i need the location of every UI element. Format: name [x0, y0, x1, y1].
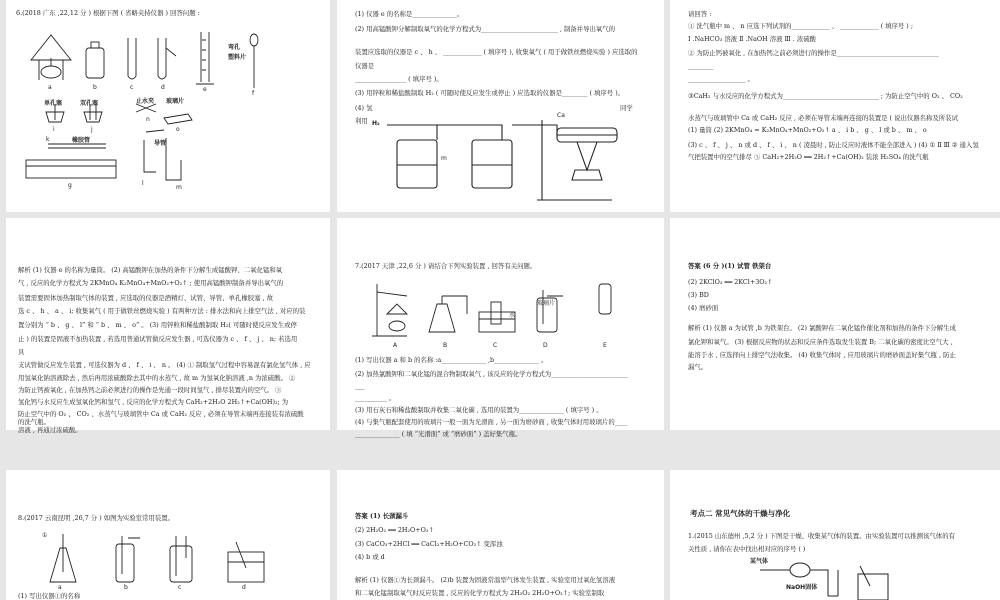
analysis-line: 能溶于水 , 应选择向上排空气法收集。 (4) 收集气体时 , 应用玻璃片的磨砂面盖好集气瓶 , 防止: [688, 351, 956, 359]
annot-o: 玻璃片: [166, 98, 185, 105]
label-B: B: [443, 342, 448, 349]
slide-q6-questions: [337, 0, 664, 212]
label-A: A: [393, 342, 398, 349]
slide-q6-continued-answer: [670, 0, 1000, 212]
answer-line: (3) CaCO₃+2HCl ══ CaCl₂+H₂O+CO₂↑ 变浑浊: [355, 540, 503, 548]
label-1: ①: [42, 532, 48, 539]
text-line: 的洗气瓶。: [18, 418, 50, 426]
label-k: k: [46, 136, 50, 143]
slide-q6-figure: [6, 0, 330, 212]
text-line: __________ 。: [355, 394, 396, 402]
label-f: f: [252, 90, 255, 97]
text-line: 防止空气中的 O₂ 、 CO₂ 、水蒸气与玻璃管中 Ca 或 CaH₂ 反应 , 必须在导管末端再连接装有浓硫酸: [18, 410, 304, 418]
text-line: ① 洗气瓶中 m 、 n 应选下列试剂的____________ 、 ____________ ( 填序号 ) ;: [688, 22, 913, 30]
annot-glass: 玻璃片: [537, 300, 556, 307]
label-l: l: [142, 180, 144, 187]
label-n: n: [146, 116, 150, 123]
label-E: E: [603, 342, 607, 349]
label-i: i: [53, 126, 55, 133]
annot-water: 水: [509, 312, 516, 319]
annot-gas: 某气体: [750, 558, 769, 565]
answer-line: 答案 (6 分 )(1) 试管 铁架台: [688, 262, 772, 270]
text-line: 气 , 反应的化学方程式为 2KMnO₄ K₂MnO₄+MnO₂+O₂↑ ; 使用高锰酸钾制备并导出氧气的: [18, 279, 284, 287]
text-line: Ⅰ .NaHCO₃ 溶液 Ⅱ .NaOH 溶液 Ⅲ . 浓硫酸: [688, 35, 816, 43]
text-line: 利用: [355, 117, 368, 125]
text-line: 支试管做反应发生装置 , 可选仪器为 d 、 f 、 i 、 n 。 (4) ① 制取氢气过程中容易混有氯化氢气体 , 应: [18, 361, 311, 369]
text-line: (2) 用高锰酸钾分解制取氧气的化学方程式为________________________ , 制备并导出氧气的: [355, 25, 616, 33]
drying-apparatus-figure: [760, 556, 900, 600]
slide-q8-answer: [337, 470, 664, 600]
apparatus-figure: [30, 528, 310, 588]
label-j: j: [91, 126, 93, 133]
annot-k: 橡胶管: [72, 137, 91, 144]
text-line: 装置需要固体加热制取气体的装置 , 应选取的仪器是酒精灯、试管、导管、单孔橡胶塞 , 故: [18, 294, 274, 302]
label-b: b: [93, 84, 97, 91]
text-line: 解析 (1) 仪器 e 的名称为量筒。 (2) 高锰酸钾在加热的条件下分解生成锰酸钾、二氧化锰和氧: [18, 266, 283, 274]
text-line: (2) 加热氯酸钾和二氧化锰的混合物制取氧气 , 该反应的化学方程式为________________________: [355, 370, 628, 378]
text-line: (3) c 、 f 、 j 、 n 或 d 、 f 、 i 、 n ( 凌晨时 , 防止反应时液体不能全部进入 ) (4) ① Ⅱ Ⅲ ② 通入氢: [688, 141, 979, 149]
annot-naoh: NaOH固体: [786, 584, 818, 591]
annot-j: 双孔塞: [80, 100, 99, 107]
section-title: 考点二 常见气体的干燥与净化: [690, 509, 791, 518]
label-h2: H₂: [372, 120, 380, 127]
text-line: (4) 与集气瓶配套使用的玻璃片一般一面为光滑面 , 另一面为磨砂面 , 收集气体时用玻璃片的____: [355, 418, 628, 426]
slide-q8: [6, 470, 330, 600]
label-b: b: [124, 584, 128, 591]
question-stem: 1.(2015 山东德州 ,5,2 分 ) 下图是干燥、收集某气体的装置。由实验装置可以推测该气体的有: [688, 532, 955, 540]
slide-q6-analysis: [6, 218, 330, 434]
label-a: a: [58, 584, 62, 591]
text-line: (3) 用石灰石和稀盐酸制取并收集二氧化碳 , 选用的装置为______________ ( 填字号 ) 。: [355, 406, 603, 414]
analysis-line: 解析 (1) 仪器①为长颈漏斗。 (2)b 装置为固液常温型气体发生装置 , 实验室用过氧化氢溶液: [355, 576, 616, 584]
label-ca: Ca: [557, 112, 565, 119]
text-line: 选 c 、 h 、 a 、 i; 收集氧气 ( 用于做铁丝燃烧实验 ) 有两种方法 : 排水法和向上排空气法 , 对应的装: [18, 307, 306, 315]
analysis-line: 氯化钾和氧气。 (3) 根据反应物的状态和反应条件选取发生装置 B; 二氧化碳的密度比空气大 ,: [688, 338, 953, 346]
label-c: c: [130, 84, 134, 91]
text-line: 请回答 :: [688, 10, 712, 18]
annot-n: 止水夹: [136, 98, 155, 105]
text-line: 装置应选取的仪器是 c 、 h 、 ____________ ( 填序号 ), 收集氧气 ( 用于做铁丝燃烧实验 ) 应选取的: [355, 48, 638, 56]
question-stem: 7.(2017 天津 ,22,6 分 ) 请结合下列实验装置 , 回答有关问题。: [355, 262, 537, 270]
analysis-line: 漏气。: [688, 363, 708, 371]
text-line: 仪器是: [355, 62, 375, 70]
label-g: g: [68, 182, 72, 189]
slide-q7: [337, 218, 664, 438]
question-stem: 8.(2017 云南昆明 ,26,7 分 ) 如图为实验室常用装置。: [18, 514, 175, 522]
label-c: c: [178, 584, 182, 591]
text-line: (1) 仪器 e 的名称是______________。: [355, 10, 464, 18]
text-line: (1) 量筒 (2) 2KMnO₄ = K₂MnO₄+MnO₂+O₂↑ a 、 i b 、 g 、 l 或 b 、 m 、 o: [688, 126, 927, 134]
text-line: (3) 用锌粒和稀盐酸制取 H₂ ( 可随时使反应发生或停止 ) 应选取的仪器是________ ( 填序号 )。: [355, 89, 625, 97]
slide-section-2: [670, 470, 1000, 600]
text-line: 溶液 , 再通过浓硫酸。: [18, 426, 82, 434]
answer-line: (4) 磨砂面: [688, 304, 719, 312]
text-line: (4) 氢: [355, 104, 373, 112]
text-line: 氢化钙与水反应生成氢氧化钙和氢气 , 反应的化学方程式为 CaH₂+2H₂O 2H₂↑+Ca(OH)₂; 为: [18, 398, 289, 406]
text-line: ② 为防止钙被氧化 , 在加热钙之前必须进行的操作是________________________________: [688, 49, 939, 57]
text-line: 用氢氧化钠溶液除去 , 然后再用浓硫酸除去其中的水蒸气 , 故 m 为氢氧化钠溶液 ,n 为浓硫酸。 ②: [18, 374, 296, 382]
label-d: d: [161, 84, 165, 91]
answer-line: (4) b 或 d: [355, 553, 385, 561]
apparatus-a-e-figure: [367, 274, 627, 344]
text-line: ________________ ( 填序号 )。: [355, 75, 443, 83]
label-m: m: [441, 155, 447, 162]
annot-i: 单孔塞: [44, 100, 63, 107]
text-line: 同学: [620, 104, 633, 112]
label-a: a: [48, 84, 52, 91]
text-line: (1) 写出仪器①的名称: [18, 592, 81, 600]
text-line: 止 ) 的装置是固液不加热装置 , 若选用普通试管做反应发生器 , 可选仪器为 c 、 f 、 j 、 n; 若选用: [18, 335, 298, 343]
text-line: __________________ 。: [688, 75, 754, 83]
text-line: 为防止钙被氧化 , 在加热钙之前必须进行的操作是先通一段时间氢气 , 排尽装置内的空气。 ③: [18, 386, 282, 394]
text-line: 气把装置中的空气排尽 ③ CaH₂+2H₂O ══ 2H₂↑+Ca(OH)₂ 装浓 H₂SO₄ 的洗气瓶: [688, 153, 929, 161]
label-D: D: [543, 342, 548, 349]
answer-line: 答案 (1) 长颈漏斗: [355, 512, 409, 520]
answer-line: (3) BD: [688, 291, 709, 299]
answer-line: (2) 2H₂O₂ ══ 2H₂O+O₂↑: [355, 526, 434, 534]
question-stem: 关性质 , 请你在表中找出相对应的序号 ( ): [688, 545, 806, 553]
text-line: 置分别为 “ b 、 g 、 l” 和 “ b 、 m 、 o” 。 (3) 用锌粒和稀盐酸制取 H₂( 可随时使反应发生或停: [18, 321, 297, 329]
text-line: ③CaH₂ 与水反应的化学方程式为______________________________ ; 为防止空气中的 O₂ 、 CO₂: [688, 92, 963, 100]
label-o: o: [176, 126, 180, 133]
label-m: m: [176, 184, 182, 191]
annot-l: 导管: [154, 140, 167, 147]
annot-f-1: 弯孔: [228, 44, 241, 51]
analysis-line: 解析 (1) 仪器 a 为试管 ,b 为铁架台。 (2) 氯酸钾在二氧化锰作催化剂和加热的条件下分解生成: [688, 324, 956, 332]
hydrogen-apparatus-figure: [377, 110, 637, 210]
text-line: (1) 写出仪器 a 和 b 的名称 :a______________ ,b______________ 。: [355, 356, 548, 364]
text-line: 水蒸气与玻璃管中 Ca 或 CaH₂ 反应 , 必须在导管末端再连接的装置是 ( 说出仪器名称及所装试: [688, 114, 958, 122]
annot-f-2: 塑料片: [228, 54, 247, 61]
answer-line: (2) 2KClO₃ ══ 2KCl+3O₂↑: [688, 278, 773, 286]
question-stem: 6.(2018 广东 ,22,12 分 ) 根据下图 ( 省略夹持仪器 ) 回答问题 :: [16, 9, 200, 17]
label-e: e: [203, 86, 207, 93]
text-line: 具: [18, 348, 25, 356]
label-C: C: [493, 342, 498, 349]
text-line: ________: [688, 62, 714, 70]
analysis-line: 和二氧化锰制取氧气时反应装置 , 反应的化学方程式为 2H₂O₂ 2H₂O+O₂↑; 实验室制取: [355, 589, 605, 597]
text-line: ______________ ( 填 “光滑面” 或 “磨砂面” ) 盖好集气瓶。: [355, 430, 522, 438]
label-d: d: [242, 584, 246, 591]
text-line: ___: [355, 382, 365, 390]
slide-q7-answer: [670, 218, 1000, 430]
